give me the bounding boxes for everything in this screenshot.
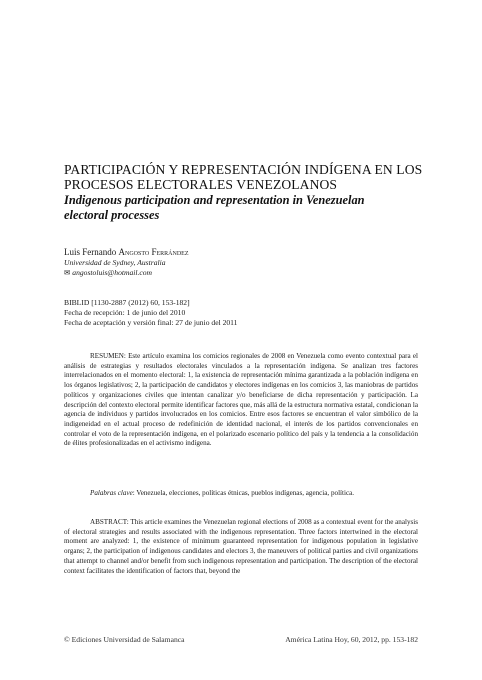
author-email[interactable]: angostoluis@hotmail.com bbox=[72, 268, 153, 277]
footer-publisher: © Ediciones Universidad de Salamanca bbox=[64, 635, 185, 644]
author-block bbox=[64, 247, 424, 278]
subtitle-line-2: electoral processes bbox=[64, 208, 160, 222]
keywords-text: : Venezuela, elecciones, políticas étnicas, pueblos indígenas, agencia, política. bbox=[132, 489, 355, 497]
abstract-english bbox=[64, 518, 418, 576]
keywords bbox=[64, 489, 418, 499]
author-surname: Angosto Ferrández bbox=[118, 247, 189, 257]
envelope-icon: ✉ bbox=[64, 268, 71, 277]
abstract-en-text: This article examines the Venezuelan regional elections of 2008 as a contextual event for the analysis of electoral strategies and results associated with the indigenous representation. Three factors intertwined in the electoral moment are analyzed: 1, the existence of minimum guaranteed representation for indigenous population in legislative organs; 2, the participation of indigenous candidates and electors 3, the maneuvers of political parties and civil organizations that attempt to channel and/or benefit from such indigenous representation and participation. The description of the electoral context facilitates the identification of factors that, beyond the bbox=[64, 518, 418, 575]
publication-meta bbox=[64, 298, 424, 328]
abstract-es-text: Este artículo examina los comicios regionales de 2008 en Venezuela como evento contextual para el análisis de estrategias y resultados electorales vinculados a la representación indígena. Se analizan tres factores interrelacionados en el momento electoral: 1, la existencia de representación mínima garantizada a la población indígena en los órganos legislativos; 2, la participación de candidatos y electores indígenas en los comicios 3, las maniobras de partidos políticos y organizaciones civiles que intentan canalizar y/o beneficiarse de dicha representación y participación. La descripción del contexto electoral permite identificar factores que, más allá de la estructura normativa estatal, condicionan la agencia de individuos y partidos involucrados en los comicios. Entre esos factores se encuentran el valor simbólico de la indigeneidad en el actual proceso de redefinición de identidad nacional, el interés de los partidos convencionales en controlar el voto de la representación indígena, en el polarizado escenario político del país y la tendencia a la consolidación de élites profesionalizadas en el activismo indígena. bbox=[64, 352, 418, 448]
article-subtitle bbox=[64, 193, 424, 223]
author-affiliation: Universidad de Sydney, Australia bbox=[64, 258, 166, 267]
footer-citation: América Latina Hoy, 60, 2012, pp. 153-182 bbox=[285, 635, 418, 644]
page-footer bbox=[64, 635, 418, 645]
abstract-es-label: RESUMEN: bbox=[90, 352, 126, 360]
keywords-label: Palabras clave bbox=[90, 489, 133, 497]
author-email-line bbox=[64, 268, 424, 278]
biblid: BIBLID [1130-2887 (2012) 60, 153-182] bbox=[64, 298, 190, 307]
author-given-name: Luis Fernando bbox=[64, 247, 117, 257]
accepted-date: Fecha de aceptación y versión final: 27 de junio del 2011 bbox=[64, 318, 238, 327]
received-date: Fecha de recepción: 1 de junio del 2010 bbox=[64, 308, 186, 317]
subtitle-line-1: Indigenous participation and representation in Venezuelan bbox=[64, 193, 365, 207]
abstract-en-label: ABSTRACT: bbox=[90, 518, 129, 526]
author-name bbox=[64, 247, 424, 258]
abstract-spanish bbox=[64, 352, 418, 449]
article-title: PARTICIPACIÓN Y REPRESENTACIÓN INDÍGENA EN LOS PROCESOS ELECTORALES VENEZOLANOS bbox=[64, 162, 423, 192]
